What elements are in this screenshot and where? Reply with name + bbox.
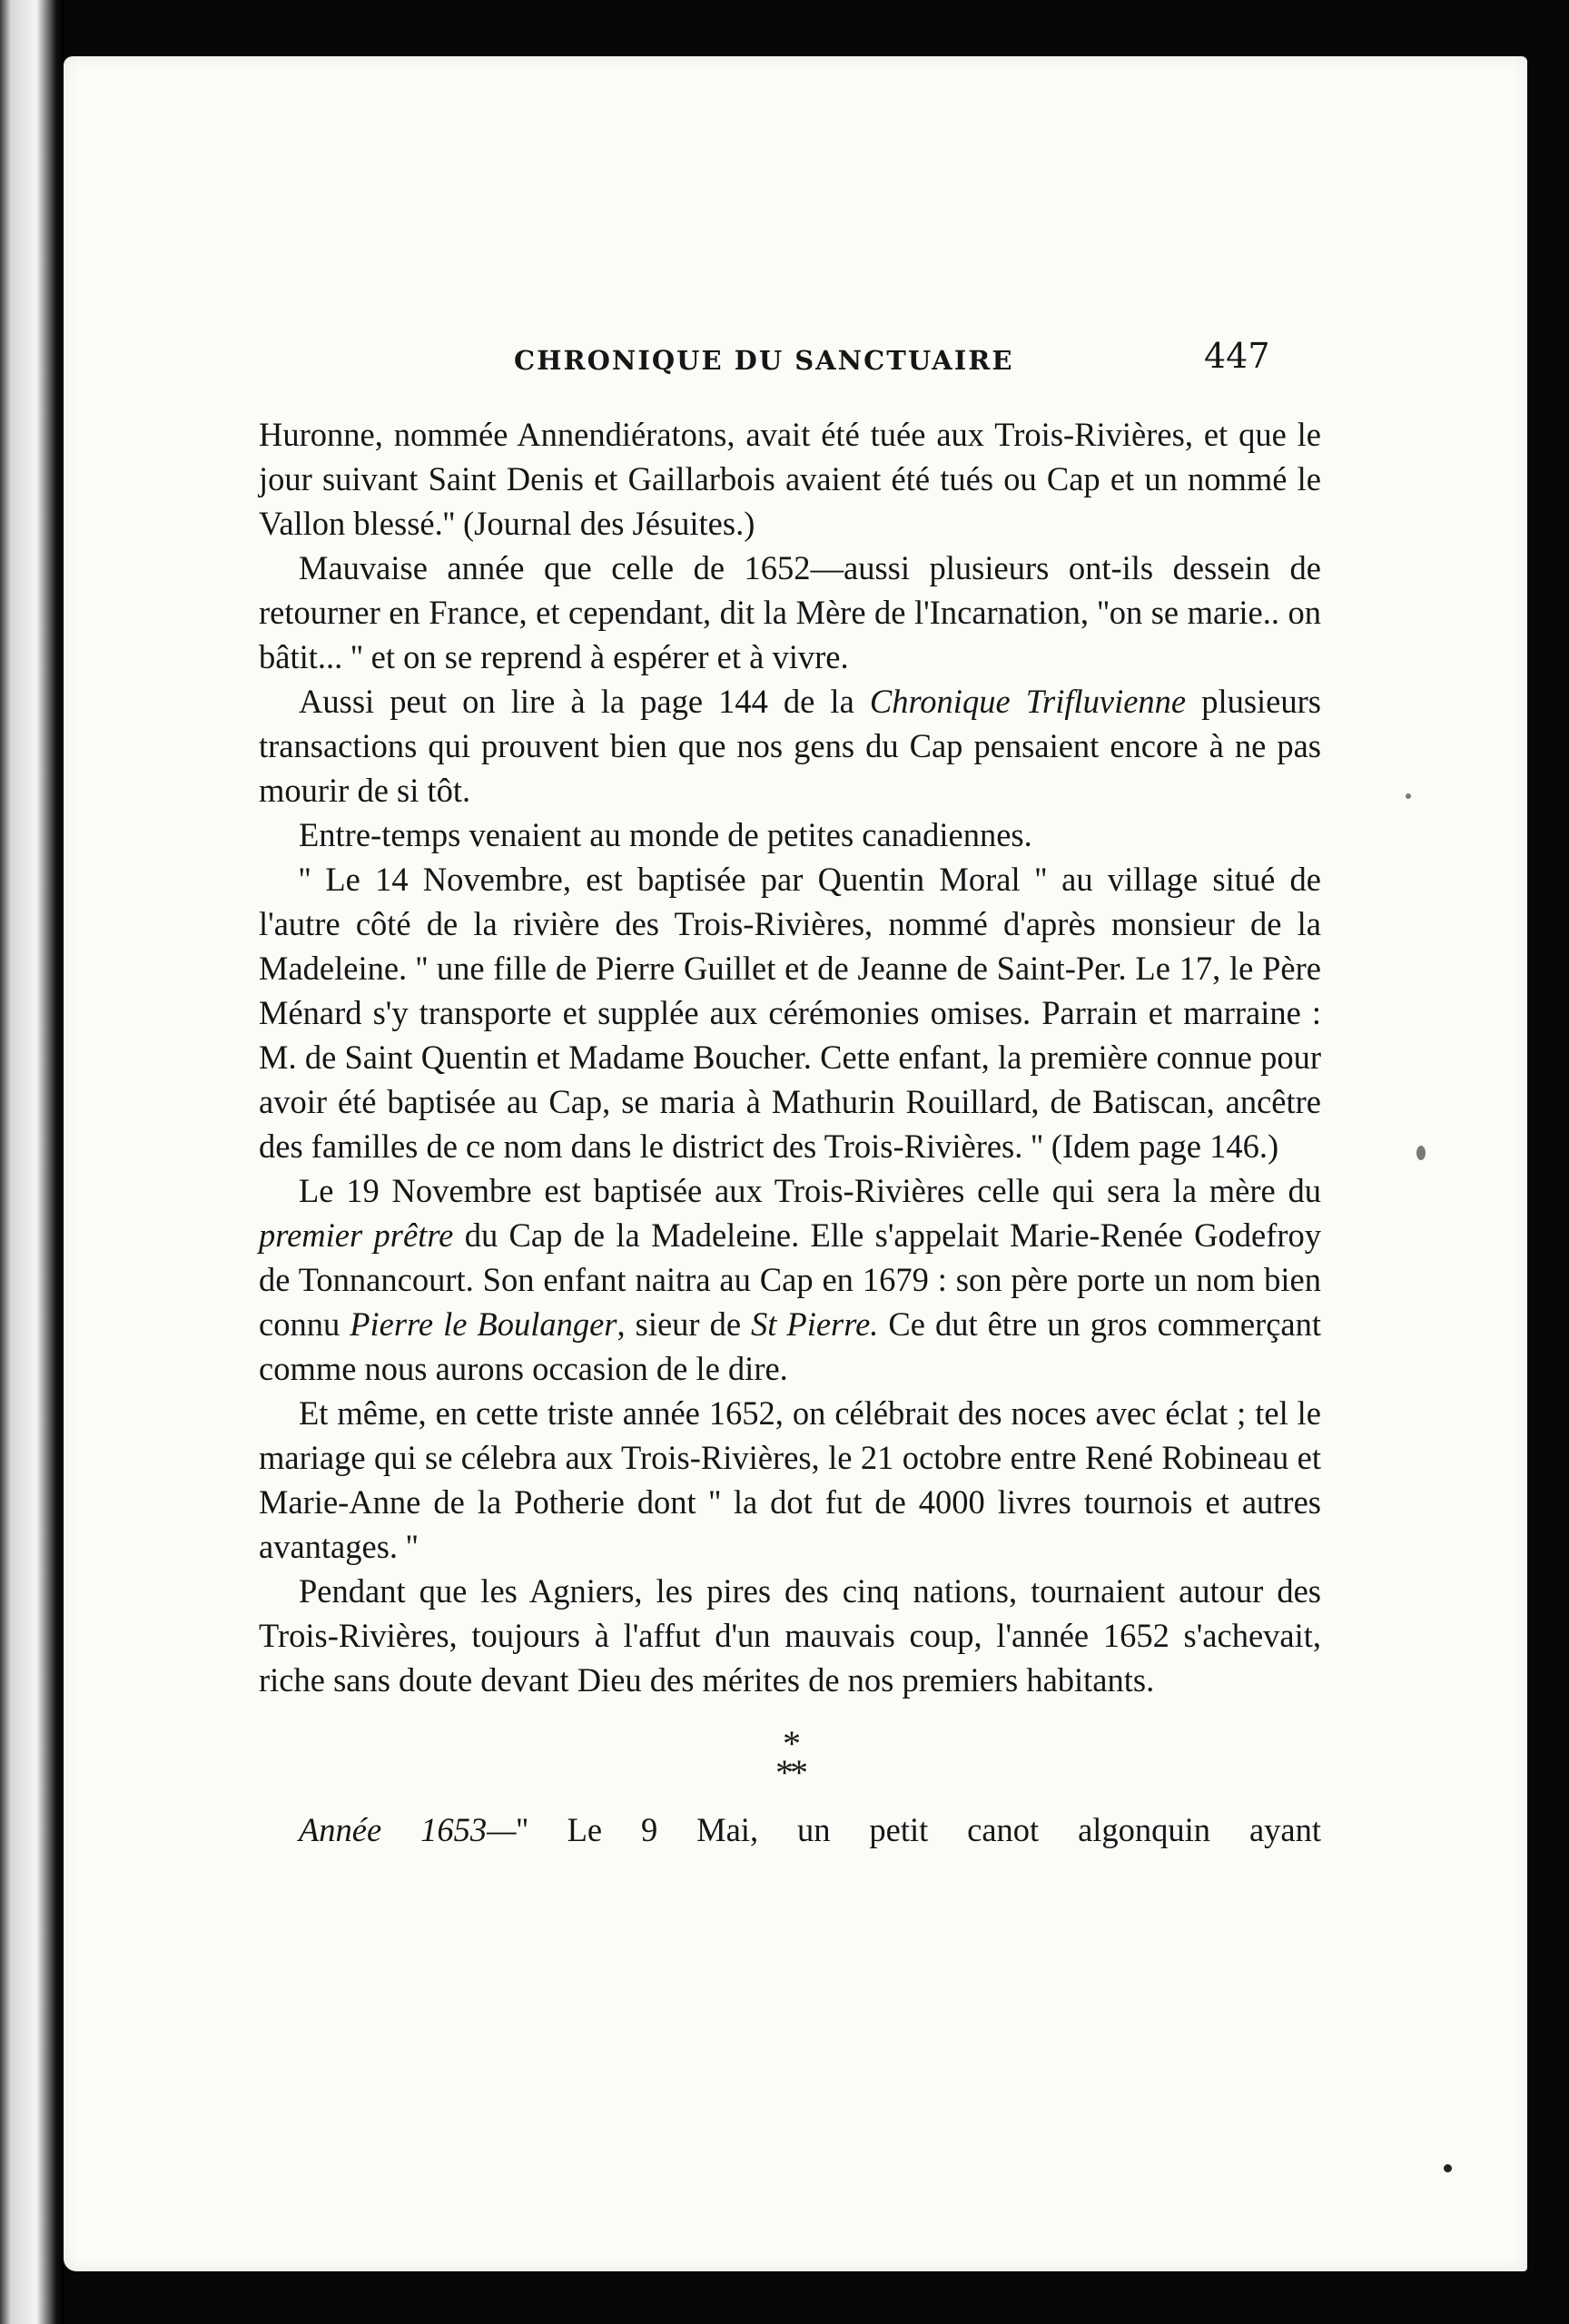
italic-text: Chronique Trifluvienne [869,683,1187,720]
italic-text: Pierre le Boulanger [350,1305,617,1343]
text-run: , sieur de [617,1305,752,1343]
paragraph-list [259,412,1321,1702]
scan-speck [1444,2164,1452,2172]
closing-line-text: '' Le 9 Mai, un petit canot algonquin ayant [516,1811,1322,1848]
paragraph [259,1168,1321,1391]
text-run: Le 19 Novembre est baptisée aux Trois-Rivières celle qui sera la mère du [299,1172,1321,1209]
paragraph [259,1569,1321,1702]
italic-text: St Pierre. [751,1305,879,1343]
page-number: 447 [1204,336,1270,376]
text-run: Huronne, nommée Annendiératons, avait été tuée aux Trois-Rivières, et que le jour suivant Saint Denis et Gaillarbois avaient été tués ou Cap et un nommé le Vallon blessé.'' (Journal des Jésuites.) [259,416,1321,542]
separator-top-star: * [783,1723,797,1764]
separator-bottom-stars: ** [775,1752,804,1793]
paragraph [259,1391,1321,1569]
book-page [64,56,1527,2271]
paragraph [259,412,1321,546]
paragraph [259,812,1321,857]
section-separator [259,1723,1321,1793]
page-header [64,283,1527,376]
paragraph [259,679,1321,812]
text-run: Aussi peut on lire à la page 144 de la [299,683,870,720]
scan-speck [1406,793,1411,799]
italic-text: premier prêtre [259,1216,454,1254]
closing-line [259,1807,1321,1852]
paragraph [259,857,1321,1168]
text-run: du Cap de la Madeleine. Elle s'appelait Marie-Renée Godefroy de Tonnancourt. Son enfant naitra au Cap en 1679 : son père porte un nom bien connu [259,1216,1321,1343]
text-run: plusieurs transactions qui prouvent bien que nos gens du Cap pensaient encore à ne pas mourir de si tôt. [259,683,1321,809]
text-run: '' Le 14 Novembre, est baptisée par Quentin Moral '' au village situé de l'autre côté de la rivière des Trois-Rivières, nommé d'après monsieur de la Madeleine. '' une fille de Pierre Guillet et de Jeanne de Saint-Per. Le 17, le Père Ménard s'y transporte et supplée aux cérémonies omises. Parrain et marraine : M. de Saint Quentin et Madame Boucher. Cette enfant, la première connue pour avoir été baptisée au Cap, se maria à Mathurin Rouillard, de Batiscan, ancêtre des familles de ce nom dans le district des Trois-Rivières. '' (Idem page 146.) [259,861,1321,1165]
text-run: Et même, en cette triste année 1652, on célébrait des noces avec éclat ; tel le mariage qui se célebra aux Trois-Rivières, le 21 octobre entre René Robineau et Marie-Anne de la Potherie dont '' la dot fut de 4000 livres tournois et autres avantages. '' [259,1394,1321,1565]
text-run: Pendant que les Agniers, les pires des cinq nations, tournaient autour des Trois-Rivières, toujours à l'affut d'un mauvais coup, l'année 1652 s'achevait, riche sans doute devant Dieu des mérites de nos premiers habitants. [259,1572,1321,1699]
text-run: Mauvaise année que celle de 1652—aussi plusieurs ont-ils dessein de retourner en France, et cependant, dit la Mère de l'Incarnation, ''on se marie.. on bâtit... '' et on se reprend à espérer et à vivre. [259,549,1321,675]
paragraph [259,546,1321,679]
body-text [259,412,1321,1852]
running-title: CHRONIQUE DU SANCTUAIRE [514,345,1014,376]
scan-speck [1416,1146,1426,1160]
closing-line-label: Année 1653— [299,1811,517,1848]
text-run: Ce dut être un gros commerçant comme nous aurons occasion de le dire. [259,1305,1322,1387]
adjacent-page-edge [0,0,64,2324]
text-run: Entre-temps venaient au monde de petites canadiennes. [299,816,1032,853]
